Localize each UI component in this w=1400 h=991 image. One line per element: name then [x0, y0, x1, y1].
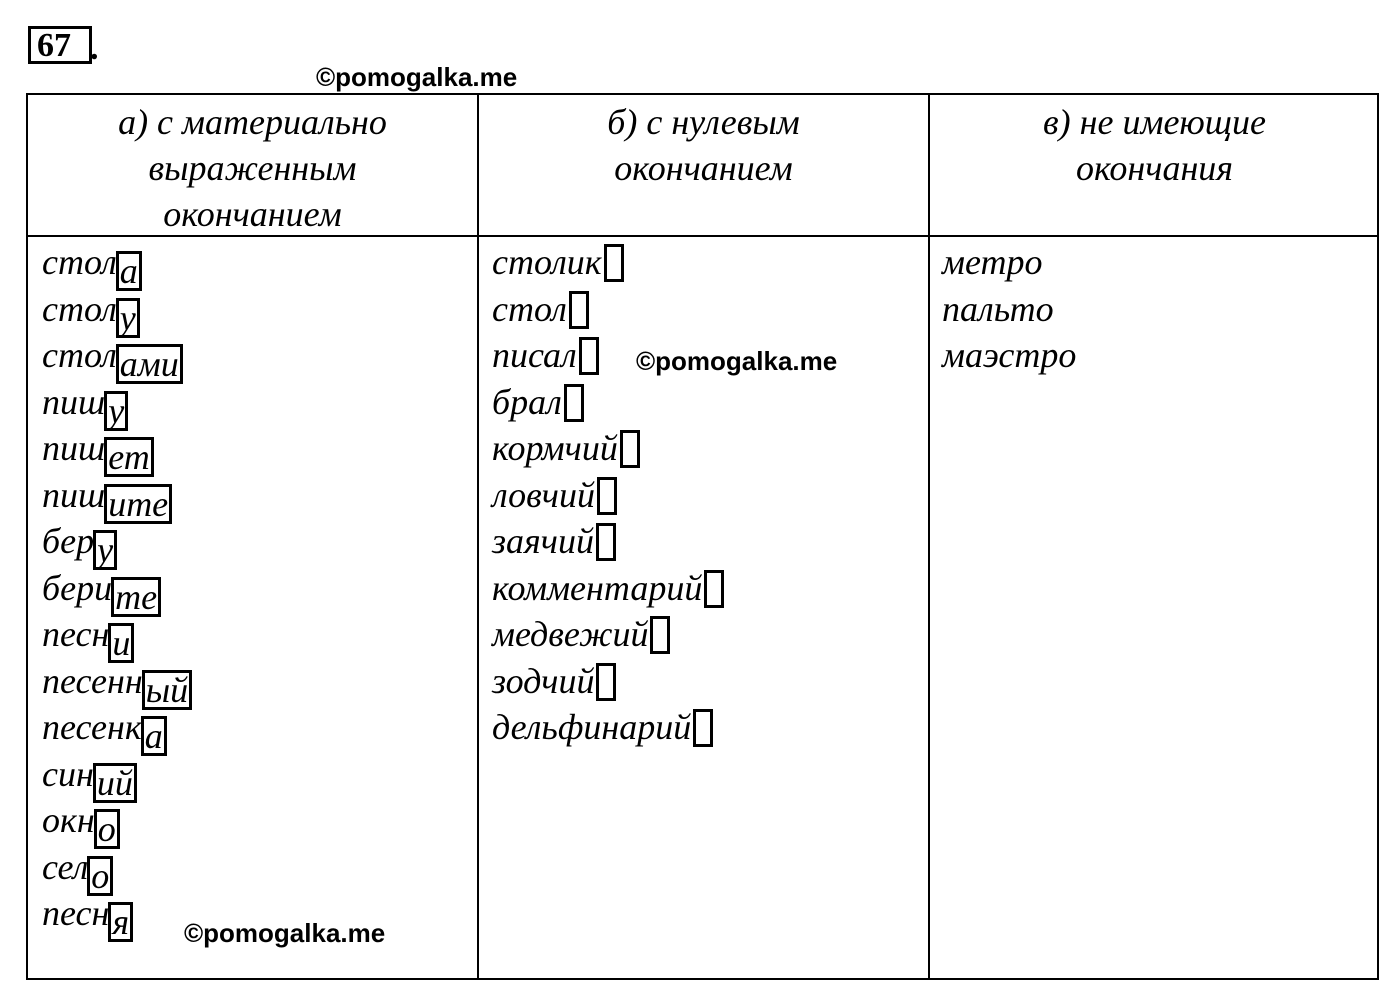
- word-zero-ending: [492, 518, 724, 565]
- ending-box: ами: [116, 344, 183, 384]
- zero-ending-box: [596, 663, 616, 701]
- exercise-number-dot: .: [90, 30, 99, 67]
- word-stem: сел: [42, 846, 89, 887]
- word-text: столик: [492, 242, 602, 282]
- word-with-ending: [42, 751, 192, 803]
- zero-ending-box: [579, 337, 599, 375]
- ending-box: я: [108, 902, 133, 942]
- header-col-b: [479, 95, 928, 235]
- word-with-ending: [42, 239, 192, 291]
- word-stem: пиш: [42, 474, 106, 515]
- header-line: выраженным: [148, 148, 357, 188]
- word-stem: бер: [42, 521, 95, 561]
- word-with-ending: [42, 425, 192, 477]
- zero-ending-box: [620, 430, 640, 468]
- header-line: а) с материально: [118, 102, 387, 142]
- header-line: б) с нулевым: [607, 102, 800, 142]
- word-zero-ending: [492, 658, 724, 705]
- ending-box: и: [108, 623, 134, 663]
- zero-ending-box: [650, 616, 670, 654]
- ending-box: ий: [93, 763, 137, 803]
- word-stem: песн: [42, 614, 110, 654]
- word-with-ending: [42, 611, 192, 663]
- word-zero-ending: [492, 472, 724, 519]
- ending-box: ет: [104, 437, 154, 477]
- exercise-number: 67: [28, 26, 92, 64]
- word-stem: песенк: [42, 707, 142, 747]
- word-text: медвежий: [492, 614, 649, 654]
- header-col-a: [28, 95, 477, 235]
- word-stem: син: [42, 753, 94, 794]
- word-stem: песенн: [42, 660, 143, 701]
- word-with-ending: [42, 379, 192, 431]
- zero-ending-box: [596, 523, 616, 561]
- ending-box: те: [111, 577, 161, 617]
- header-line: окончанием: [163, 194, 342, 234]
- header-col-c: [930, 95, 1379, 235]
- word-stem: стол: [42, 335, 117, 375]
- word-with-ending: [42, 890, 192, 942]
- word-with-ending: [42, 565, 192, 617]
- ending-box: у: [116, 298, 140, 338]
- ending-box: ый: [142, 670, 192, 710]
- word-with-ending: [42, 658, 192, 710]
- word-text: брал: [492, 381, 562, 422]
- word-zero-ending: [492, 379, 724, 426]
- word-text: заячий: [492, 521, 594, 561]
- word-stem: пиш: [42, 381, 106, 422]
- column-c-words: [942, 239, 1076, 379]
- word-text: зодчий: [492, 660, 595, 701]
- word-no-ending: метро: [942, 242, 1043, 282]
- word-stem: окн: [42, 800, 95, 840]
- word-stem: песн: [42, 893, 110, 933]
- zero-ending-box: [693, 709, 713, 747]
- word-zero-ending: [492, 565, 724, 612]
- ending-box: а: [116, 251, 142, 291]
- word-stem: стол: [42, 288, 117, 329]
- watermark: ©pomogalka.me: [316, 62, 518, 92]
- ending-box: о: [87, 856, 113, 896]
- word-text: комментарий: [492, 567, 703, 608]
- column-a-words: [42, 239, 192, 942]
- word-with-ending: [42, 286, 192, 338]
- word-stem: бери: [42, 567, 113, 608]
- zero-ending-box: [597, 477, 617, 515]
- word-stem: стол: [42, 242, 117, 282]
- ending-box: у: [104, 391, 128, 431]
- word-text: ловчий: [492, 474, 595, 515]
- ending-box: у: [93, 530, 117, 570]
- ending-box: а: [141, 716, 167, 756]
- word-with-ending: [42, 472, 192, 524]
- zero-ending-box: [604, 244, 624, 282]
- word-zero-ending: [492, 239, 724, 286]
- word-zero-ending: [492, 704, 724, 751]
- zero-ending-box: [564, 384, 584, 422]
- zero-ending-box: [569, 291, 589, 329]
- ending-box: о: [94, 809, 120, 849]
- word-zero-ending: [492, 286, 724, 333]
- word-with-ending: [42, 518, 192, 570]
- endings-table: [26, 93, 1379, 980]
- header-line: окончания: [1075, 148, 1234, 188]
- word-zero-ending: [492, 611, 724, 658]
- word-no-ending: маэстро: [942, 335, 1077, 375]
- word-text: стол: [492, 288, 567, 329]
- word-stem: пиш: [42, 428, 106, 468]
- word-with-ending: [42, 844, 192, 896]
- word-no-ending: пальто: [942, 288, 1054, 329]
- word-text: дельфинарий: [492, 707, 692, 747]
- word-text: кормчий: [492, 428, 618, 468]
- header-line: окончанием: [614, 148, 793, 188]
- watermark: ©pomogalka.me: [184, 918, 386, 948]
- word-text: писал: [492, 335, 577, 375]
- word-with-ending: [42, 704, 192, 756]
- word-zero-ending: [492, 425, 724, 472]
- ending-box: ите: [104, 484, 172, 524]
- word-with-ending: [42, 797, 192, 849]
- column-b-words: [492, 239, 724, 751]
- zero-ending-box: [704, 570, 724, 608]
- word-with-ending: [42, 332, 192, 384]
- header-line: в) не имеющие: [1043, 102, 1266, 142]
- watermark: ©pomogalka.me: [636, 346, 838, 376]
